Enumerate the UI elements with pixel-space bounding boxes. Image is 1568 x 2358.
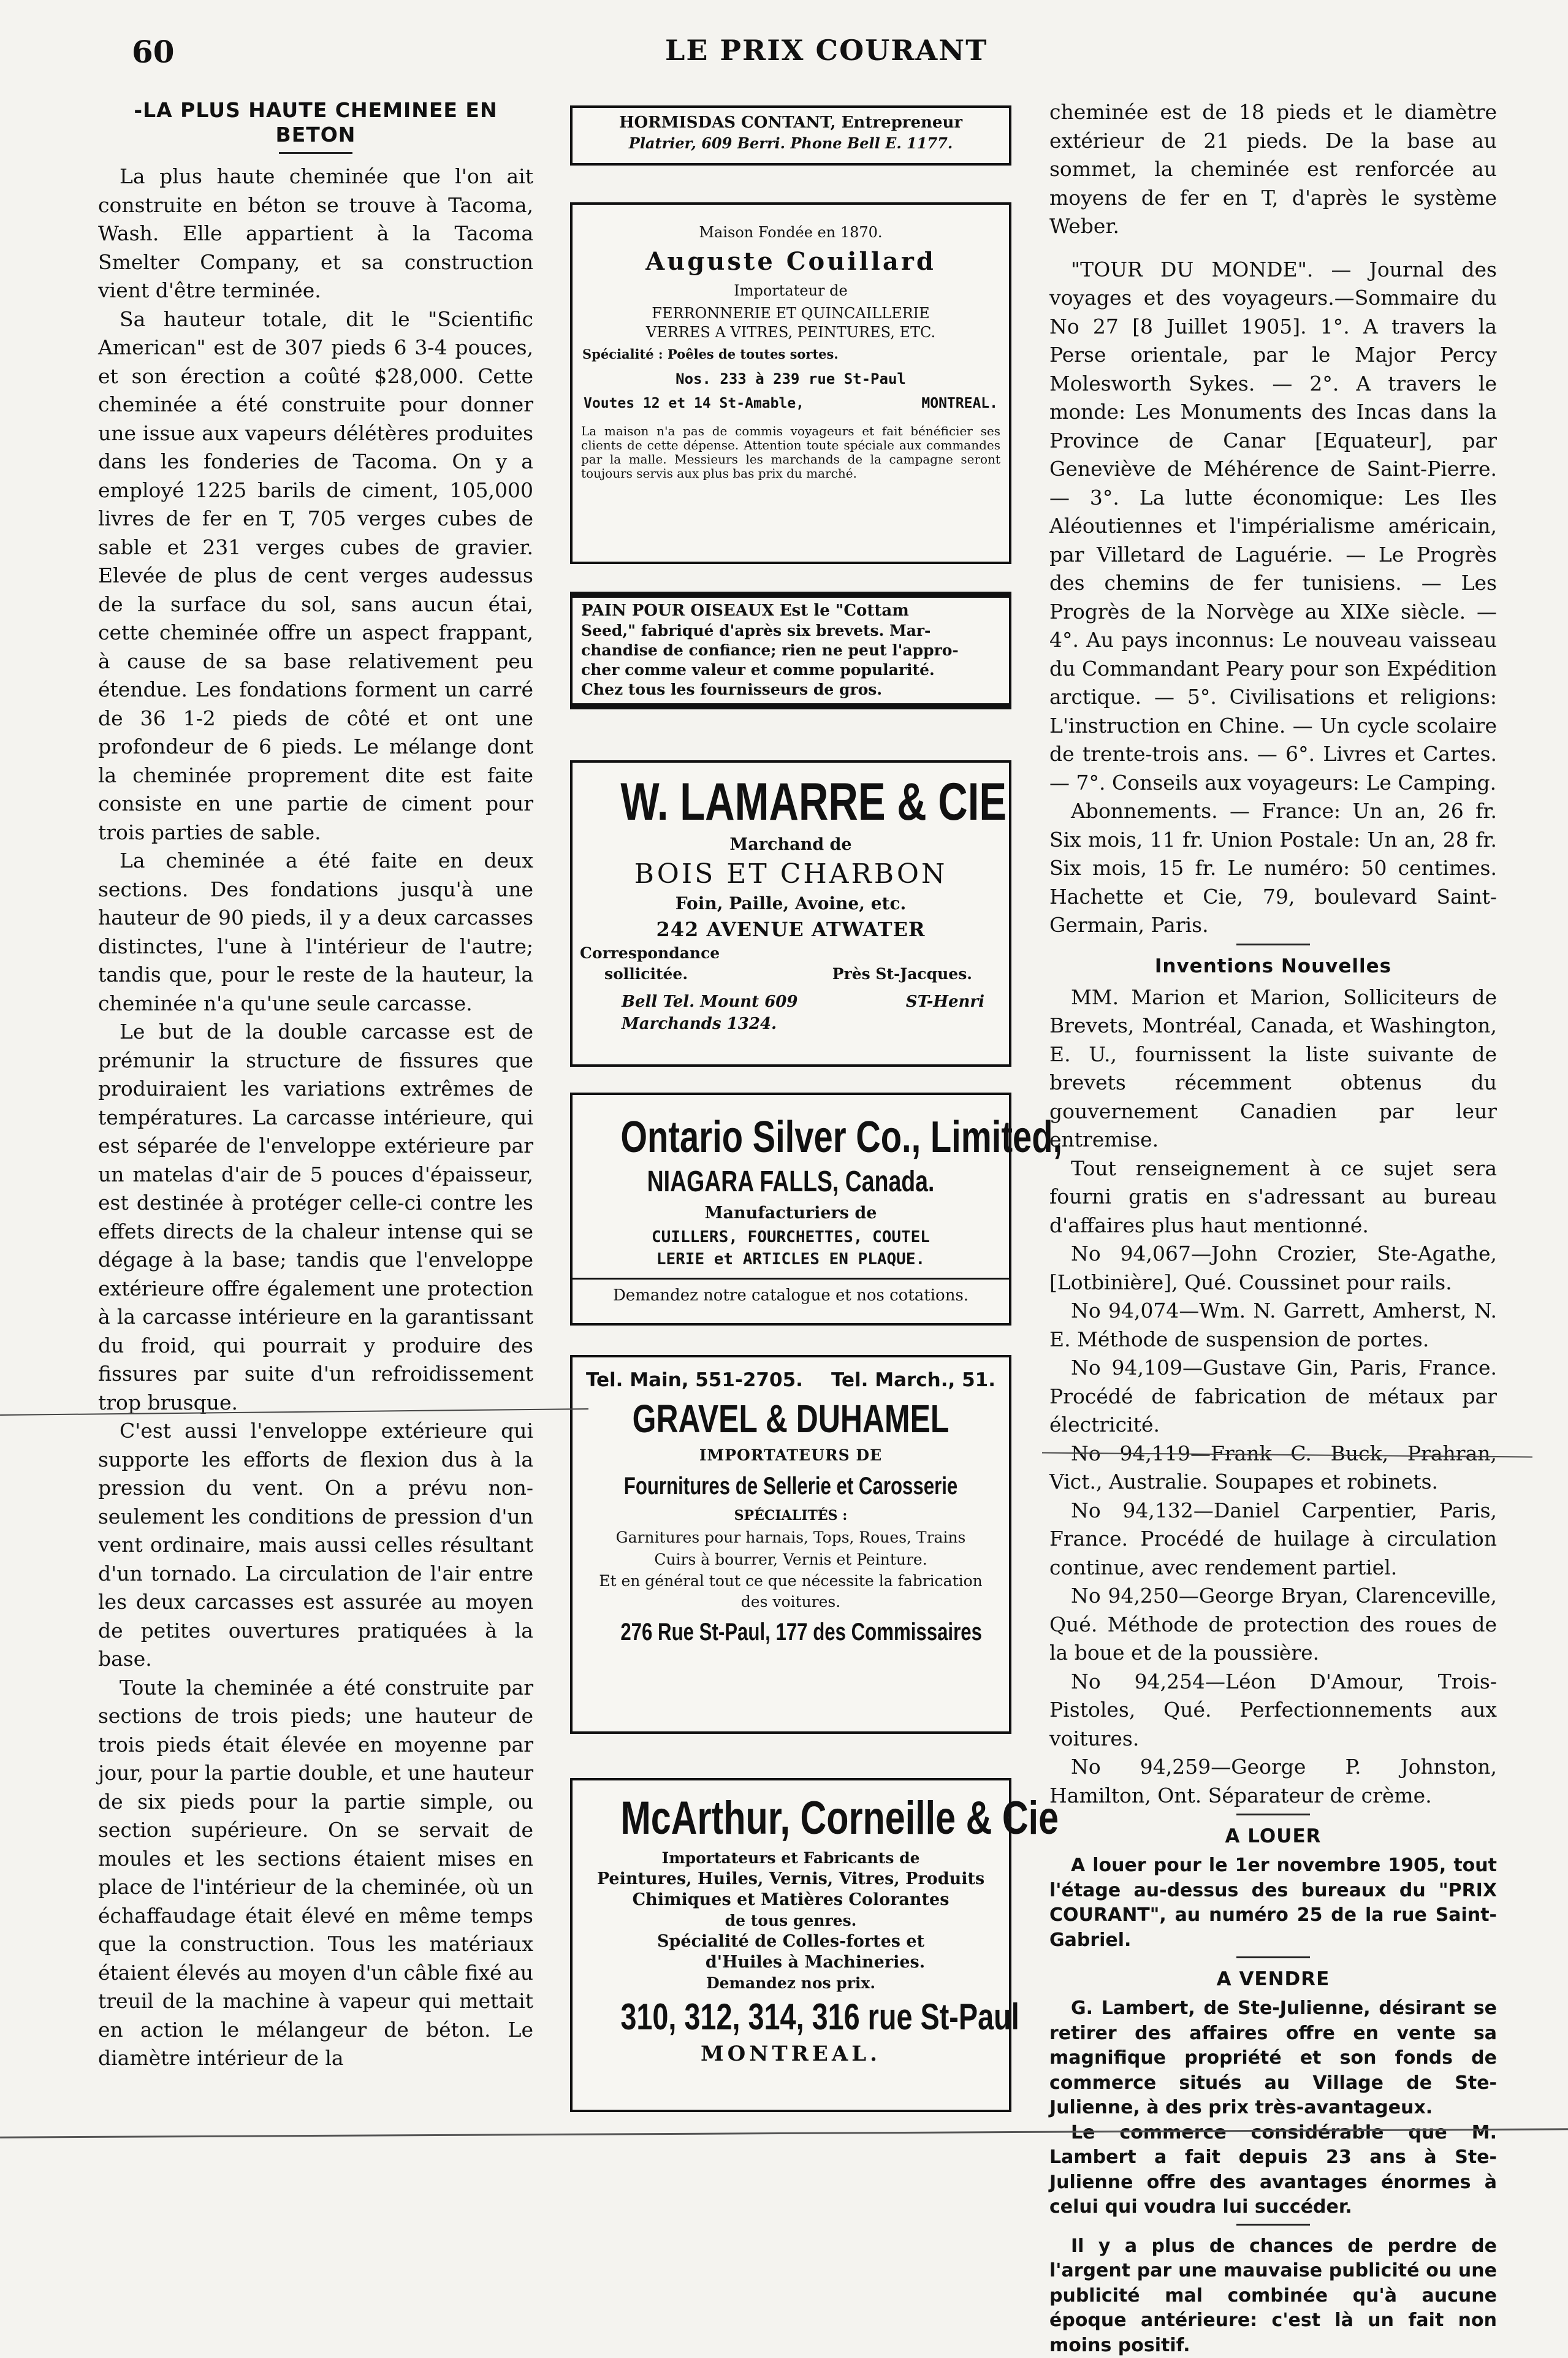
ad-couillard-city: MONTREAL. bbox=[921, 391, 998, 416]
article-paragraph: Toute la cheminée a été construite par sections de trois pieds; une hauteur de trois pieds était élevée en moyenne par jour, pour la partie double, et une hauteur de six pieds pour la partie simple, ou section supérieure. On se servait de moules et les sections étaient mises en place de l'intérieur de la cheminée, où un échaffaudage était élevé en même temps que la construction. Tous les matériaux étaient élevés au moyen d'un câble fixé au treuil de la machine à vapeur qui mettait en action le mélangeur de béton. Le diamètre intérieur de la bbox=[98, 1674, 533, 2073]
invention-item: No 94,254—Léon D'Amour, Trois-Pistoles, Qué. Perfectionnements aux voitures. bbox=[1049, 1668, 1497, 1753]
a-vendre-text: Le commerce considérable que M. Lambert a fait depuis 23 ans à Ste-Julienne offre des avantages énormes à celui qui voudra lui succéder. bbox=[1049, 2121, 1497, 2220]
ad-gravel-spec: SPÉCIALITÉS : bbox=[573, 1505, 1009, 1527]
article-paragraph: C'est aussi l'enveloppe extérieure qui supporte les efforts de flexion dus à la pression du vent. On a prévu non-seulement les conditions de pression d'un vent ordinaire, mais aussi celles résultant d'un tornado. La circulation de l'air entre les deux carcasses est assurée au moyen de petites ouvertures pratiquées à la base. bbox=[98, 1417, 533, 1674]
ad-pain-line2: Seed," fabriqué d'après six brevets. Mar- bbox=[581, 621, 1000, 641]
ad-gravel-trade: Fournitures de Sellerie et Carosserie bbox=[620, 1468, 961, 1505]
a-louer-title: A LOUER bbox=[1049, 1824, 1497, 1849]
ad-ontario-city: NIAGARA FALLS, Canada. bbox=[620, 1164, 961, 1200]
ad-lamarre-area: ST-Henri bbox=[906, 991, 984, 1013]
ad-lamarre-address: 242 AVENUE ATWATER bbox=[573, 916, 1009, 943]
ad-couillard bbox=[570, 202, 1011, 564]
ad-lamarre-trade: BOIS ET CHARBON bbox=[573, 857, 1009, 891]
section-rule bbox=[1236, 1814, 1310, 1815]
ad-couillard-note: La maison n'a pas de commis voyageurs et fait bénéficier ses clients de cette dépense. Attention toute spéciale aux commandes par la malle. Messieurs les marchands de la campagne seront toujours servis aux plus bas prix du marché. bbox=[573, 424, 1009, 481]
ad-mcarthur-l3: de tous genres. bbox=[573, 1910, 1009, 1931]
ad-mcarthur-corneille bbox=[570, 1778, 1011, 2112]
ad-gravel-g1: Garnitures pour harnais, Tops, Roues, Trains bbox=[573, 1527, 1009, 1549]
ad-pain-line4: cher comme valeur et comme popularité. bbox=[581, 660, 1000, 680]
section-rule bbox=[1236, 2224, 1310, 2226]
article-continuation: cheminée est de 18 pieds et le diamètre extérieur de 21 pieds. De la base au sommet, la cheminée est renforcée au moyens de fer en T, d'après le système Weber. bbox=[1049, 98, 1497, 241]
invention-item: No 94,119—Frank C. Buck, Prahran, Vict., Australie. Soupapes et robinets. bbox=[1049, 1440, 1497, 1497]
ad-lamarre-tel-row bbox=[573, 985, 1009, 1013]
invention-item: No 94,109—Gustave Gin, Paris, France. Procédé de fabrication de métaux par électricité. bbox=[1049, 1354, 1497, 1440]
ad-gravel-tel1: Tel. Main, 551-2705. bbox=[586, 1366, 803, 1394]
ad-ontario-name: Ontario Silver Co., Limited, bbox=[620, 1111, 961, 1164]
ad-couillard-address: Nos. 233 à 239 rue St-Paul bbox=[573, 367, 1009, 391]
ad-couillard-founded: Maison Fondée en 1870. bbox=[573, 223, 1009, 242]
ad-couillard-role: Importateur de bbox=[573, 281, 1009, 300]
ad-lamarre-tel2: Marchands 1324. bbox=[573, 1013, 1009, 1035]
ad-mcarthur-l4: Spécialité de Colles-fortes et bbox=[573, 1931, 1009, 1952]
a-vendre-text: G. Lambert, de Ste-Julienne, désirant se retirer des affaires offre en vente sa magnifique propriété et son fonds de commerce situés au Village de Ste-Julienne, à des prix très-avantageux. bbox=[1049, 1996, 1497, 2121]
ad-mcarthur-name: McArthur, Corneille & Cie bbox=[620, 1789, 961, 1848]
article-title: -LA PLUS HAUTE CHEMINEE EN BETON bbox=[98, 98, 533, 147]
ad-ontario-goods2: LERIE et ARTICLES EN PLAQUE. bbox=[573, 1248, 1009, 1270]
page-number: 60 bbox=[132, 34, 175, 70]
left-column-article bbox=[98, 98, 533, 2073]
ad-gravel-tel-row bbox=[573, 1366, 1009, 1394]
inventions-title: Inventions Nouvelles bbox=[1049, 954, 1497, 979]
ad-ontario-goods1: CUILLERS, FOURCHETTES, COUTEL bbox=[573, 1226, 1009, 1248]
ad-couillard-line2: VERRES A VITRES, PEINTURES, ETC. bbox=[573, 323, 1009, 342]
article-paragraph: La plus haute cheminée que l'on ait construite en béton se trouve à Tacoma, Wash. Elle appartient à la Tacoma Smelter Company, et sa construction vient d'être terminée. bbox=[98, 162, 533, 305]
ad-couillard-voutes: Voutes 12 et 14 St-Amable, bbox=[584, 391, 804, 416]
right-column bbox=[1049, 98, 1497, 2358]
ad-pain-line1: PAIN POUR OISEAUX Est le "Cottam bbox=[581, 600, 1000, 621]
ad-couillard-name: Auguste Couillard bbox=[573, 242, 1009, 281]
inventions-info: Tout renseignement à ce sujet sera fourni gratis en s'adressant au bureau d'affaires plus haut mentionné. bbox=[1049, 1154, 1497, 1240]
ad-contant-line1: HORMISDAS CONTANT, Entrepreneur bbox=[573, 112, 1009, 134]
ad-lamarre-corr bbox=[573, 943, 1009, 985]
ad-lamarre-near: Près St-Jacques. bbox=[832, 964, 972, 985]
journal-title: LE PRIX COURANT bbox=[665, 34, 988, 67]
ad-contant bbox=[570, 105, 1011, 166]
ad-couillard-line1: FERRONNERIE ET QUINCAILLERIE bbox=[573, 304, 1009, 323]
invention-item: No 94,250—George Bryan, Clarenceville, Qué. Méthode de protection des roues de la boue et de la poussière. bbox=[1049, 1582, 1497, 1668]
ad-ontario-silver bbox=[570, 1093, 1011, 1326]
ad-lamarre-role: Marchand de bbox=[573, 833, 1009, 857]
subscription-notice: Abonnements. — France: Un an, 26 fr. Six mois, 11 fr. Union Postale: Un an, 28 fr. Six mois, 15 fr. Le numéro: 50 centimes. Hachette et Cie, 79, boulevard Saint-Germain, Paris. bbox=[1049, 797, 1497, 940]
inventions-intro: MM. Marion et Marion, Solliciteurs de Brevets, Montréal, Canada, et Washington, E. U., fournissent la liste suivante de brevets récemment obtenus du gouvernement Canadien par leur entremise. bbox=[1049, 983, 1497, 1154]
invention-item: No 94,132—Daniel Carpentier, Paris, France. Procédé de huilage à circulation continue, avec rendement partiel. bbox=[1049, 1497, 1497, 1582]
ad-lamarre-corr1: Correspondance bbox=[580, 943, 1009, 964]
title-rule bbox=[279, 152, 352, 154]
ad-lamarre bbox=[570, 760, 1011, 1067]
ad-gravel-tel2: Tel. March., 51. bbox=[831, 1366, 995, 1394]
ad-mcarthur-address: 310, 312, 314, 316 rue St-Paul bbox=[620, 1994, 961, 2040]
ad-lamarre-corr2: sollicitée. bbox=[580, 964, 688, 985]
invention-item: No 94,074—Wm. N. Garrett, Amherst, N. E. Méthode de suspension de portes. bbox=[1049, 1297, 1497, 1354]
article-paragraph: La cheminée a été faite en deux sections. Des fondations jusqu'à une hauteur de 90 pieds, il y a deux carcasses distinctes, l'une à l'intérieur de l'autre; tandis que, pour le reste de la hauteur, la cheminée n'a qu'une seule carcasse. bbox=[98, 847, 533, 1018]
ad-gravel-duhamel bbox=[570, 1355, 1011, 1734]
ad-lamarre-goods: Foin, Paille, Avoine, etc. bbox=[573, 891, 1009, 916]
ad-gravel-address: 276 Rue St-Paul, 177 des Commissaires bbox=[620, 1612, 961, 1652]
ad-lamarre-name: W. LAMARRE & CIE bbox=[620, 771, 961, 833]
ad-contant-line2: Platrier, 609 Berri. Phone Bell E. 1177. bbox=[573, 134, 1009, 153]
ad-pain-oiseaux bbox=[570, 592, 1011, 709]
ad-ontario-cta: Demandez notre catalogue et nos cotations. bbox=[573, 1278, 1009, 1307]
ad-gravel-g2: Cuirs à bourrer, Vernis et Peinture. bbox=[573, 1549, 1009, 1571]
ad-pain-line5: Chez tous les fournisseurs de gros. bbox=[581, 680, 1000, 700]
ad-mcarthur-l1: Importateurs et Fabricants de bbox=[573, 1848, 1009, 1869]
article-paragraph: Le but de la double carcasse est de prémunir la structure de fissures que produiraient les variations extrêmes de températures. La carcasse intérieure, qui est séparée de l'enveloppe extérieure par un matelas d'air de 5 pouces d'épaisseur, est destinée à protéger celle-ci contre les effets directs de la chaleur intense qui se dégage à la base; tandis que l'enveloppe extérieure offre également une protection à la carcasse intérieure en la garantissant du froid, qui pourrait y produire des fissures par suite d'un refroidissement trop brusque. bbox=[98, 1018, 533, 1417]
ad-mcarthur-l2: Peintures, Huiles, Vernis, Vitres, Produits Chimiques et Matières Colorantes bbox=[573, 1869, 1009, 1910]
closing-maxim: Il y a plus de chances de perdre de l'argent par une mauvaise publicité ou une publicité mal combinée qu'à aucune époque antérieure: c'est là un fait non moins positif. bbox=[1049, 2234, 1497, 2358]
ad-lamarre-tel: Bell Tel. Mount 609 bbox=[622, 991, 797, 1013]
article-paragraph: Sa hauteur totale, dit le "Scientific American" est de 307 pieds 6 3-4 pouces, et son érection a coûté $28,000. Cette cheminée a été construite pour donner une issue aux vapeurs délétères produites dans les fonderies de Tacoma. On y a employé 1225 barils de ciment, 105,000 livres de fer en T, 705 verges cubes de sable et 231 verges cubes de gravier. Elevée de plus de cent verges audessus de la surface du sol, sans aucun étai, cette cheminée offre un aspect frappant, à cause de sa base relativement peu étendue. Les fondations forment un carré de 36 1-2 pieds de côté et ont une profondeur de 6 pieds. Le mélange dont la cheminée proprement dite est faite consiste en une partie de ciment pour trois parties de sable. bbox=[98, 305, 533, 847]
ad-mcarthur-city: MONTREAL. bbox=[573, 2040, 1009, 2067]
invention-item: No 94,259—George P. Johnston, Hamilton, Ont. Séparateur de crème. bbox=[1049, 1753, 1497, 1810]
ad-pain-line3: chandise de confiance; rien ne peut l'appro- bbox=[581, 641, 1000, 660]
a-louer-text: A louer pour le 1er novembre 1905, tout l'étage au-dessus des bureaux du "PRIX COURANT", au numéro 25 de la rue Saint-Gabriel. bbox=[1049, 1853, 1497, 1953]
tour-du-monde-notice: "TOUR DU MONDE". — Journal des voyages et des voyageurs.—Sommaire du No 27 [8 Juillet 1905]. 1°. A travers la Perse orientale, par le Major Percy Molesworth Sykes. — 2°. A travers le monde: Les Monuments des Incas dans la Province de Canar [Equateur], par Geneviève de Méhérence de Saint-Pierre. — 3°. La lutte économique: Les Iles Aléoutiennes et l'impérialisme américain, par Villetard de Laguérie. — Le Progrès des chemins de fer tunisiens. — Les Progrès de la Norvège au XIXe siècle. — 4°. Au pays inconnus: Le nouveau vaisseau du Commandant Peary pour son Expédition arctique. — 5°. Civilisations et religions: L'instruction en Chine. — Un cycle scolaire de trente-trois ans. — 6°. Livres et Cartes. — 7°. Conseils aux voyageurs: Le Camping. bbox=[1049, 256, 1497, 798]
ad-gravel-name: GRAVEL & DUHAMEL bbox=[620, 1394, 961, 1443]
ad-couillard-location-row bbox=[573, 391, 1009, 416]
ad-gravel-g3: Et en général tout ce que nécessite la fabrication des voitures. bbox=[573, 1571, 1009, 1612]
ad-ontario-role: Manufacturiers de bbox=[573, 1200, 1009, 1226]
section-rule bbox=[1236, 944, 1310, 945]
ad-mcarthur-l6: Demandez nos prix. bbox=[573, 1973, 1009, 1994]
invention-item: No 94,067—John Crozier, Ste-Agathe, [Lotbinière], Qué. Coussinet pour rails. bbox=[1049, 1240, 1497, 1297]
ad-couillard-specialite: Spécialité : Poêles de toutes sortes. bbox=[573, 342, 1009, 367]
ad-mcarthur-l5: d'Huiles à Machineries. bbox=[573, 1952, 1009, 1973]
section-rule bbox=[1236, 1956, 1310, 1958]
a-vendre-title: A VENDRE bbox=[1049, 1967, 1497, 1991]
ad-gravel-role: IMPORTATEURS DE bbox=[573, 1443, 1009, 1468]
page-header bbox=[0, 34, 1568, 77]
